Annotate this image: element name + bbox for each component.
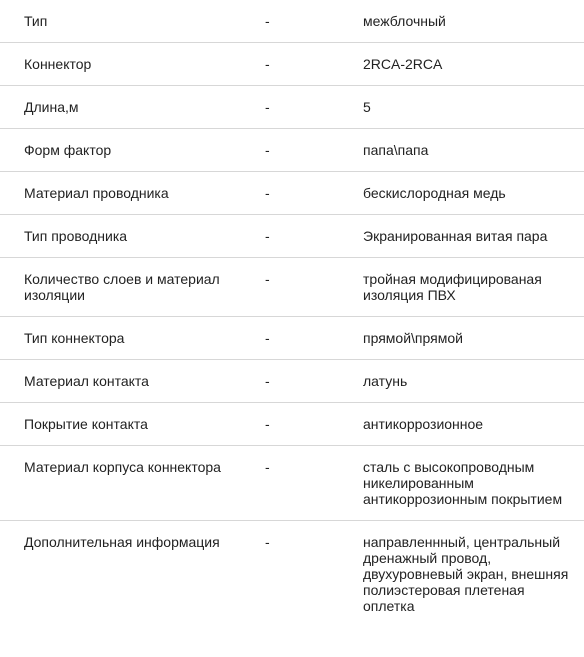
spec-name: Тип проводника [24, 228, 128, 244]
spec-separator: - [265, 228, 270, 244]
spec-row-insulation [0, 258, 584, 317]
spec-row-connector [0, 43, 584, 86]
spec-separator: - [265, 271, 270, 287]
spec-separator: - [265, 330, 270, 346]
spec-value: 2RCA-2RCA [363, 56, 443, 72]
spec-row-additional-info [0, 521, 584, 628]
spec-separator: - [265, 142, 270, 158]
spec-row-conductor-type [0, 215, 584, 258]
spec-value: папа\папа [363, 142, 429, 158]
spec-row-length [0, 86, 584, 129]
spec-separator: - [265, 56, 270, 72]
spec-separator: - [265, 534, 270, 550]
spec-row-type [0, 0, 584, 43]
spec-name: Форм фактор [24, 142, 112, 158]
spec-name: Покрытие контакта [24, 416, 148, 432]
spec-name: Материал корпуса коннектора [24, 459, 221, 475]
spec-name: Длина,м [24, 99, 79, 115]
spec-name: Количество слоев и материал изоляции [24, 271, 220, 303]
spec-value: межблочный [363, 13, 446, 29]
spec-value: латунь [363, 373, 408, 389]
spec-value: антикоррозионное [363, 416, 484, 432]
spec-name: Материал проводника [24, 185, 169, 201]
spec-name: Коннектор [24, 56, 92, 72]
spec-row-contact-material [0, 360, 584, 403]
spec-value: направленнный, центральный дренажный провод, двухуровневый экран, внешняя полиэстеровая плетеная оплетка [363, 534, 569, 614]
spec-name: Тип коннектора [24, 330, 125, 346]
spec-separator: - [265, 99, 270, 115]
spec-separator: - [265, 416, 270, 432]
spec-name: Тип [24, 13, 48, 29]
spec-value: сталь с высокопроводным никелированным антикоррозионным покрытием [363, 459, 563, 507]
spec-row-housing-material [0, 446, 584, 521]
spec-separator: - [265, 373, 270, 389]
spec-name: Дополнительная информация [24, 534, 220, 550]
spec-separator: - [265, 185, 270, 201]
spec-row-contact-coating [0, 403, 584, 446]
spec-row-connector-type [0, 317, 584, 360]
spec-name: Материал контакта [24, 373, 149, 389]
spec-value: бескислородная медь [363, 185, 506, 201]
spec-value: прямой\прямой [363, 330, 463, 346]
spec-row-conductor-material [0, 172, 584, 215]
spec-separator: - [265, 13, 270, 29]
spec-value: Экранированная витая пара [363, 228, 548, 244]
spec-row-form-factor [0, 129, 584, 172]
spec-value: 5 [363, 99, 371, 115]
spec-separator: - [265, 459, 270, 475]
spec-value: тройная модифицированая изоляция ПВХ [363, 271, 542, 303]
